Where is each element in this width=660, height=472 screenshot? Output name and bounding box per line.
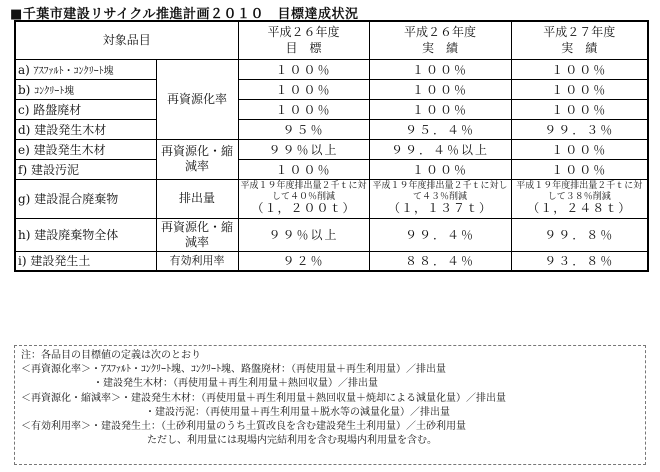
- target-value: １００％: [238, 79, 369, 99]
- category-recycle-rate: 再資源化率: [156, 59, 238, 139]
- note-line: ＜有効利用率＞・建設発生土：（土砂利用量のうち土質改良を含む建設発生土利用量）／土砂利用量: [21, 421, 466, 433]
- target-value: ９９％以上: [238, 218, 369, 251]
- note-line: 注：各品目の目標値の定義は次のとおり: [21, 350, 201, 361]
- header-target-2014: 平成２６年度 目 標: [238, 21, 369, 59]
- note-line: ・建設発生木材：（再使用量＋再生利用量＋熱回収量）／排出量: [93, 378, 378, 390]
- target-value: ９２％: [238, 251, 369, 271]
- result-2015-value: １００％: [511, 99, 648, 119]
- header-result-2014: 平成２６年度 実 績: [369, 21, 511, 59]
- result-2015-value: ９３．８％: [511, 251, 648, 271]
- item-name: b) ｺﾝｸﾘｰﾄ塊: [15, 79, 156, 99]
- result-2014-value: ８８．４％: [369, 251, 511, 271]
- table-header-row: [15, 21, 648, 59]
- result-2015-value: ９９．８％: [511, 218, 648, 251]
- definition-notes: [14, 345, 646, 465]
- category-emission: 排出量: [156, 179, 238, 218]
- header-result-2015: 平成２７年度 実 績: [511, 21, 648, 59]
- result-2014-value: 平成１９年度排出量２千ｔに対して４３％削減 （１，１３７ｔ）: [369, 179, 511, 218]
- target-value: １００％: [238, 59, 369, 79]
- item-name: h) 建設廃棄物全体: [15, 218, 156, 251]
- result-2015-value: 平成１９年度排出量２千ｔに対して３８％削減 （１，２４８ｔ）: [511, 179, 648, 218]
- item-name: f) 建設汚泥: [15, 159, 156, 179]
- table-row: [15, 179, 648, 218]
- target-achievement-table: [14, 20, 649, 272]
- item-name: d) 建設発生木材: [15, 119, 156, 139]
- table-row: [15, 218, 648, 251]
- header-item: 対象品目: [15, 21, 238, 59]
- table-row: [15, 139, 648, 159]
- table-row: [15, 159, 648, 179]
- target-value: ９９％以上: [238, 139, 369, 159]
- result-2014-value: １００％: [369, 159, 511, 179]
- table-row: [15, 59, 648, 79]
- table-row: [15, 79, 648, 99]
- table-row: [15, 99, 648, 119]
- target-value: ９５％: [238, 119, 369, 139]
- category-recycle-reduce-rate: 再資源化・縮減率: [156, 139, 238, 179]
- category-effective-use: 有効利用率: [156, 251, 238, 271]
- item-name: a) ｱｽﾌｧﾙﾄ・ｺﾝｸﾘｰﾄ塊: [15, 59, 156, 79]
- result-2015-value: １００％: [511, 79, 648, 99]
- item-name: e) 建設発生木材: [15, 139, 156, 159]
- target-value: １００％: [238, 159, 369, 179]
- target-value: 平成１９年度排出量２千ｔに対して４０％削減 （１，２００ｔ）: [238, 179, 369, 218]
- note-line: ＜再資源化・縮減率＞・建設発生木材：（再使用量＋再生利用量＋熱回収量＋焼却による減量化量）／排出量: [21, 392, 506, 404]
- table-row: [15, 251, 648, 271]
- table-row: [15, 119, 648, 139]
- result-2014-value: １００％: [369, 79, 511, 99]
- page-title: ■千葉市建設リサイクル推進計画２０１０ 目標達成状況: [10, 7, 359, 22]
- note-line: ただし、利用量には現場内完結利用を含む現場内利用量を含む。: [147, 435, 437, 447]
- result-2014-value: １００％: [369, 99, 511, 119]
- note-line: ＜再資源化率＞・ｱｽﾌｧﾙﾄ・ｺﾝｸﾘｰﾄ塊、ｺﾝｸﾘｰﾄ塊、路盤廃材：（再使用量＋再生利用量）／排出量: [21, 364, 446, 376]
- item-name: g) 建設混合廃棄物: [15, 179, 156, 218]
- result-2014-value: ９９．４％以上: [369, 139, 511, 159]
- result-2014-value: ９５．４％: [369, 119, 511, 139]
- item-name: i) 建設発生土: [15, 251, 156, 271]
- result-2014-value: ９９．４％: [369, 218, 511, 251]
- target-value: １００％: [238, 99, 369, 119]
- item-name: c) 路盤廃材: [15, 99, 156, 119]
- result-2014-value: １００％: [369, 59, 511, 79]
- note-line: ・建設汚泥：（再使用量＋再生利用量＋脱水等の減量化量）／排出量: [145, 406, 450, 418]
- result-2015-value: １００％: [511, 159, 648, 179]
- result-2015-value: １００％: [511, 59, 648, 79]
- category-recycle-reduce-rate-total: 再資源化・縮減率: [156, 218, 238, 251]
- result-2015-value: ９９．３％: [511, 119, 648, 139]
- result-2015-value: １００％: [511, 139, 648, 159]
